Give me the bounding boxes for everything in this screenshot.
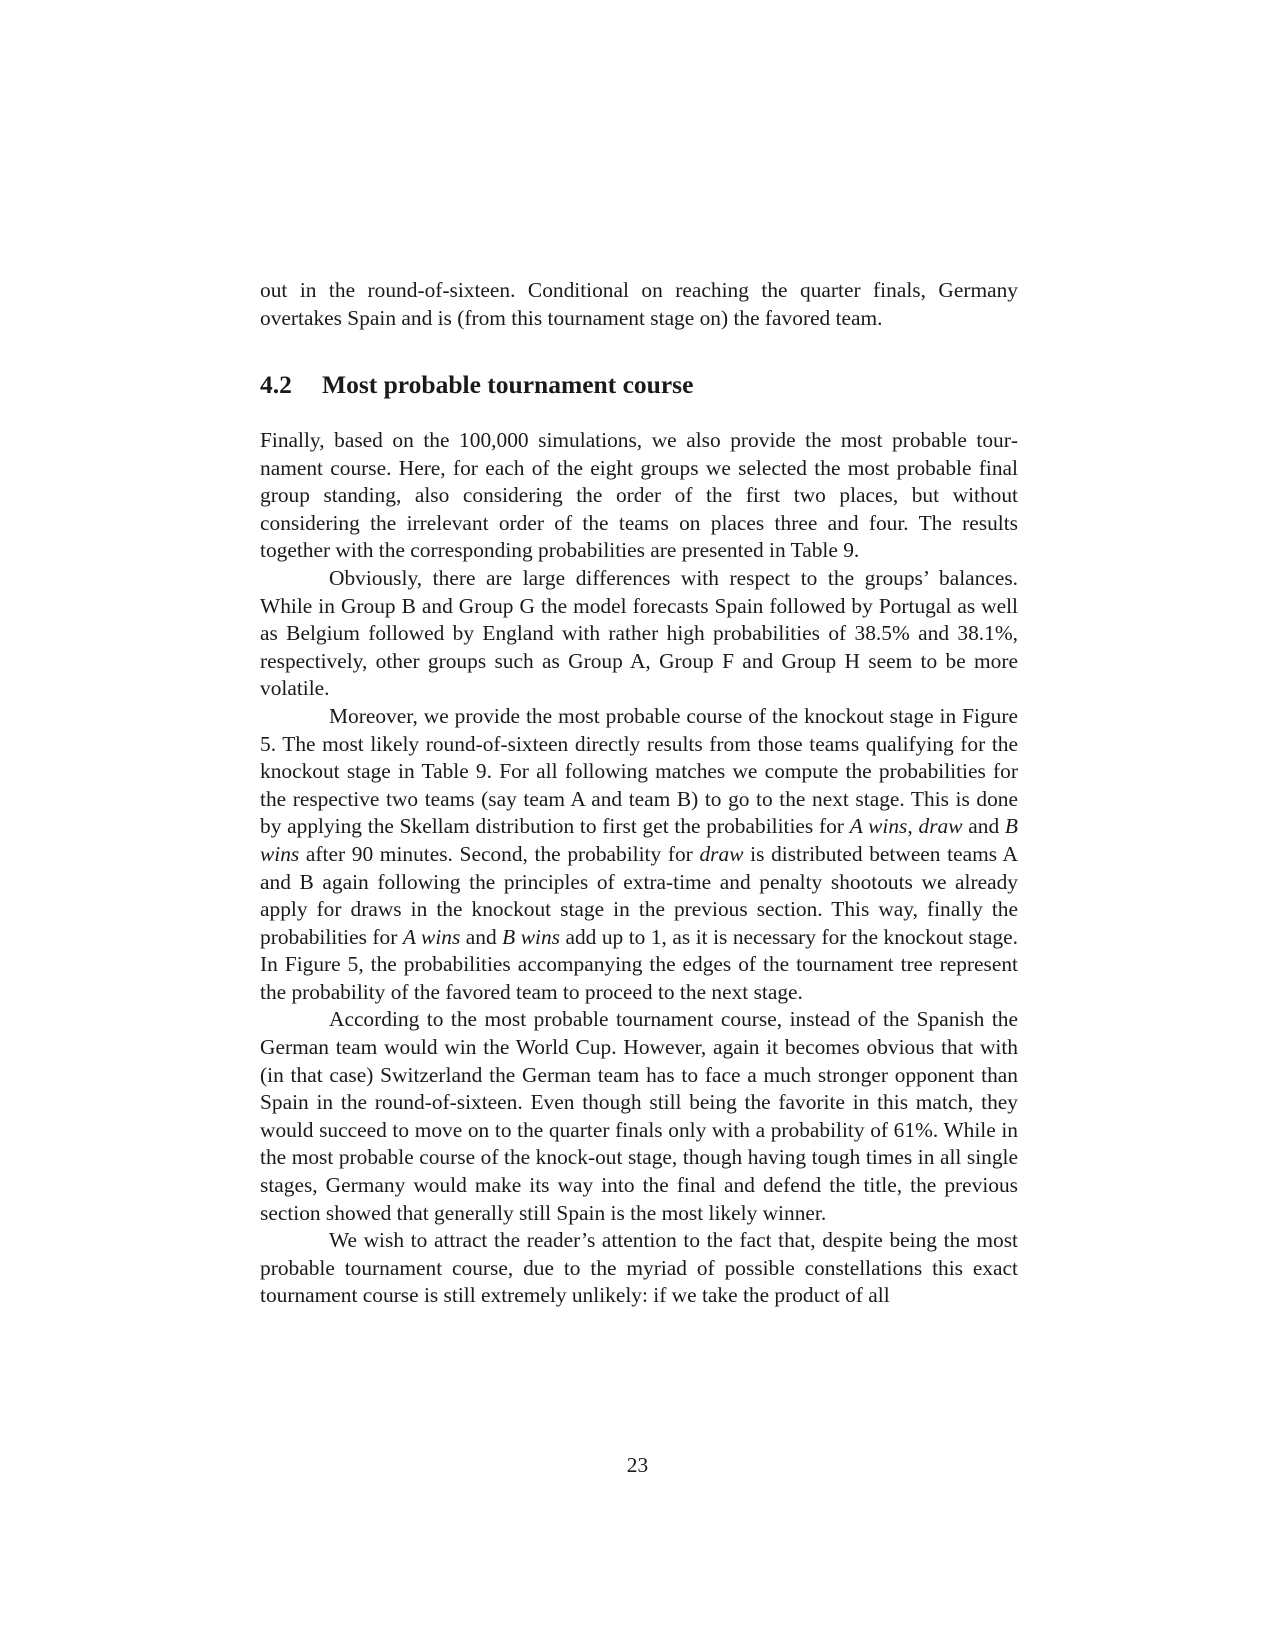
p3-and-2: and [465, 924, 497, 949]
term-b-wins-2: B wins [502, 924, 560, 949]
section-body [260, 427, 1018, 1310]
term-a-wins: A wins [849, 814, 908, 839]
p3-text-1: Moreover, we provide the most probable course of the knockout stage in Figure 5. The most likely round-of-sixteen directly results from those teams qualifying for the knockout stage in Table 9. For all following matches we compute the probabilities for the respective two teams (say team A and team B) to go to the next stage. This is done by applying the Skellam distribution to first get the probabilities for [260, 703, 1018, 839]
paragraph-2: Obviously, there are large differences with respect to the groups’ balances. While in Group B and Group G the model forecasts Spain followed by Portugal as well as Belgium followed by England with rather high probabilities of 38.5% and 38.1%, respectively, other groups such as Group A, Group F and Group H seem to be more volatile. [260, 565, 1018, 701]
p3-comma: , [907, 814, 913, 839]
paragraph-5: We wish to attract the reader’s attention to the fact that, despite being the most probable tournament course, due to the myriad of possible constellations this exact tournament course is still extremely unlikely: if we take the product of all [260, 1228, 1018, 1308]
section-number: 4.2 [260, 370, 292, 399]
section-heading [260, 369, 693, 401]
term-b-wins: B wins [260, 814, 1018, 866]
lead-paragraph: out in the round-of-sixteen. Conditional on reaching the quarter finals, Germany overtakes Spain and is (from this tournament stage on) the favored team. [260, 278, 1018, 330]
paragraph-4: According to the most probable tournament course, instead of the Spanish the German team would win the World Cup. However, again it becomes obvious that with (in that case) Switzerland the German team has to face a much stronger opponent than Spain in the round-of-sixteen. Even though still being the favorite in this match, they would succeed to move on to the quarter finals only with a probability of 61%. While in the most probable course of the knock-out stage, though having tough times in all single stages, Germany would make its way into the final and defend the title, the previous section showed that generally still Spain is the most likely winner. [260, 1007, 1018, 1225]
term-draw-2: draw [699, 841, 744, 866]
p3-text-4: add up to 1, as it is necessary for the knockout stage. In Figure 5, the probabilities accompanying the edges of the tournament tree represent the probability of the favored team to proceed to the next stage. [260, 924, 1018, 1004]
page-number: 23 [626, 1453, 649, 1477]
p3-and-1: and [968, 814, 1000, 839]
section-title: Most probable tournament course [322, 370, 694, 399]
term-a-wins-2: A wins [402, 924, 461, 949]
paragraph-1: Finally, based on the 100,000 simulations, we also provide the most probable tournament course. Here, for each of the eight groups we selected the most probable final group standing, also considering the order of the first two places, but without considering the irrelevant order of the teams on places three and four. The results together with the corresponding probabilities are presented in Table 9. [260, 428, 1018, 563]
term-draw: draw [918, 814, 963, 839]
lead-text-block [260, 277, 1018, 332]
p3-text-2: after 90 minutes. Second, the probability for [305, 841, 693, 866]
paragraph-3 [260, 703, 1018, 1007]
p3-text-3: is distributed between teams A and B again following the principles of extra-time and penalty shootouts we already apply for draws in the knockout stage in the previous section. This way, finally the probabilities for [260, 841, 1018, 949]
